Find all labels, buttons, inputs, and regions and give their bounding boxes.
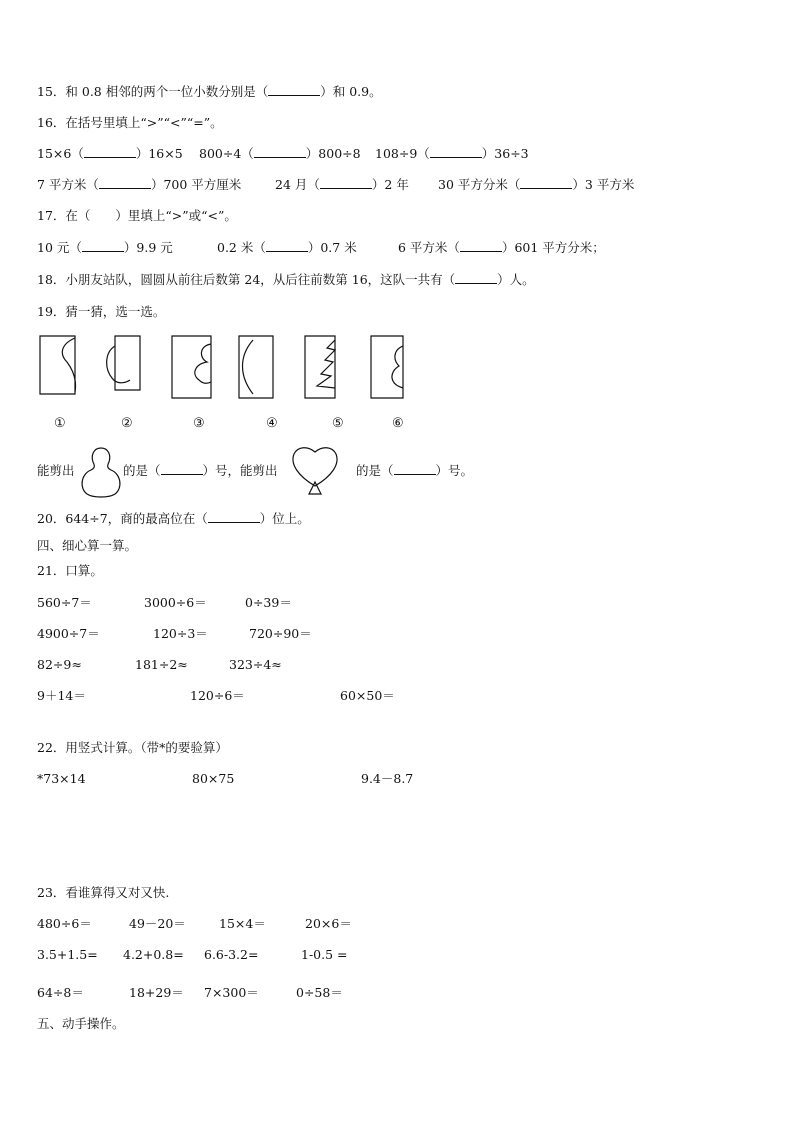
q21-row: 82÷9≈ 181÷2≈ 323÷4≈ (37, 657, 282, 672)
answer-blank[interactable] (82, 240, 124, 252)
answer-blank[interactable] (208, 511, 260, 523)
answer-blank[interactable] (266, 240, 308, 252)
q16-row2: 7 平方米（ ）700 平方厘米 24 月（ ）2 年 30 平方分米（ ）3 平方米 (37, 177, 635, 192)
q16-title: 16．在括号里填上“>”“<”“=”。 (37, 115, 223, 130)
q23-row: 3.5+1.5= 4.2+0.8= 6.6-3.2= 1-0.5 = (37, 947, 348, 962)
gourd-shape-icon (79, 446, 123, 498)
q15: 15．和 0.8 相邻的两个一位小数分别是（ ）和 0.9。 (37, 84, 382, 99)
q23-title: 23．看谁算得又对又快. (37, 885, 170, 900)
q18: 18．小朋友站队，圆圆从前往后数第 24，从后往前数第 16，这队一共有（ ）人。 (37, 272, 535, 287)
q21-row: 560÷7＝ 3000÷6＝ 0÷39＝ (37, 595, 292, 610)
answer-blank[interactable] (320, 177, 372, 189)
q19-sentence: 能剪出 的是（ ）号，能剪出 的是（ ）号。 (37, 463, 474, 478)
figure-4 (239, 336, 273, 398)
q21-title: 21．口算。 (37, 563, 103, 578)
figure-label-5: ⑤ (332, 416, 344, 431)
figure-label-2: ② (121, 416, 133, 431)
answer-blank[interactable] (161, 463, 203, 475)
answer-blank[interactable] (430, 146, 482, 158)
answer-blank[interactable] (99, 177, 151, 189)
q23-row: 480÷6＝ 49－20＝ 15×4＝ 20×6＝ (37, 916, 352, 931)
figure-label-3: ③ (193, 416, 205, 431)
paper-cut-figures (37, 332, 417, 402)
q22-items: *73×14 80×75 9.4－8.7 (37, 771, 414, 786)
q21-row: 9＋14＝ 120÷6＝ 60×50＝ (37, 688, 395, 703)
answer-blank[interactable] (460, 240, 502, 252)
answer-blank[interactable] (394, 463, 436, 475)
figure-1 (40, 336, 76, 394)
section-5-heading: 五、动手操作。 (37, 1016, 125, 1031)
section-4-heading: 四、细心算一算。 (37, 538, 138, 553)
q17-row: 10 元（ ）9.9 元 0.2 米（ ）0.7 米 6 平方米（ ）601 平方分米； (37, 240, 605, 255)
answer-blank[interactable] (84, 146, 136, 158)
figure-3 (172, 336, 211, 398)
q22-title: 22．用竖式计算。（带*的要验算） (37, 740, 228, 755)
answer-blank[interactable] (455, 272, 497, 284)
figure-label-1: ① (54, 416, 66, 431)
q23-row: 64÷8＝ 18+29＝ 7×300＝ 0÷58＝ (37, 985, 343, 1000)
q21-row: 4900÷7＝ 120÷3＝ 720÷90＝ (37, 626, 312, 641)
answer-blank[interactable] (520, 177, 572, 189)
figure-2 (107, 336, 140, 390)
figure-6 (371, 336, 403, 398)
figure-label-6: ⑥ (392, 416, 404, 431)
q16-row1: 15×6（ ）16×5 800÷4（ ）800÷8 108÷9（ ）36÷3 (37, 146, 529, 161)
answer-blank[interactable] (254, 146, 306, 158)
q19-title: 19．猜一猜，选一选。 (37, 304, 166, 319)
figure-label-4: ④ (266, 416, 278, 431)
spade-shape-icon (290, 446, 340, 496)
answer-blank[interactable] (268, 84, 320, 96)
q17-title: 17．在（ ）里填上“>”或“<”。 (37, 208, 237, 223)
figure-5 (305, 336, 335, 398)
q20: 20．644÷7，商的最高位在（ ）位上。 (37, 511, 310, 526)
